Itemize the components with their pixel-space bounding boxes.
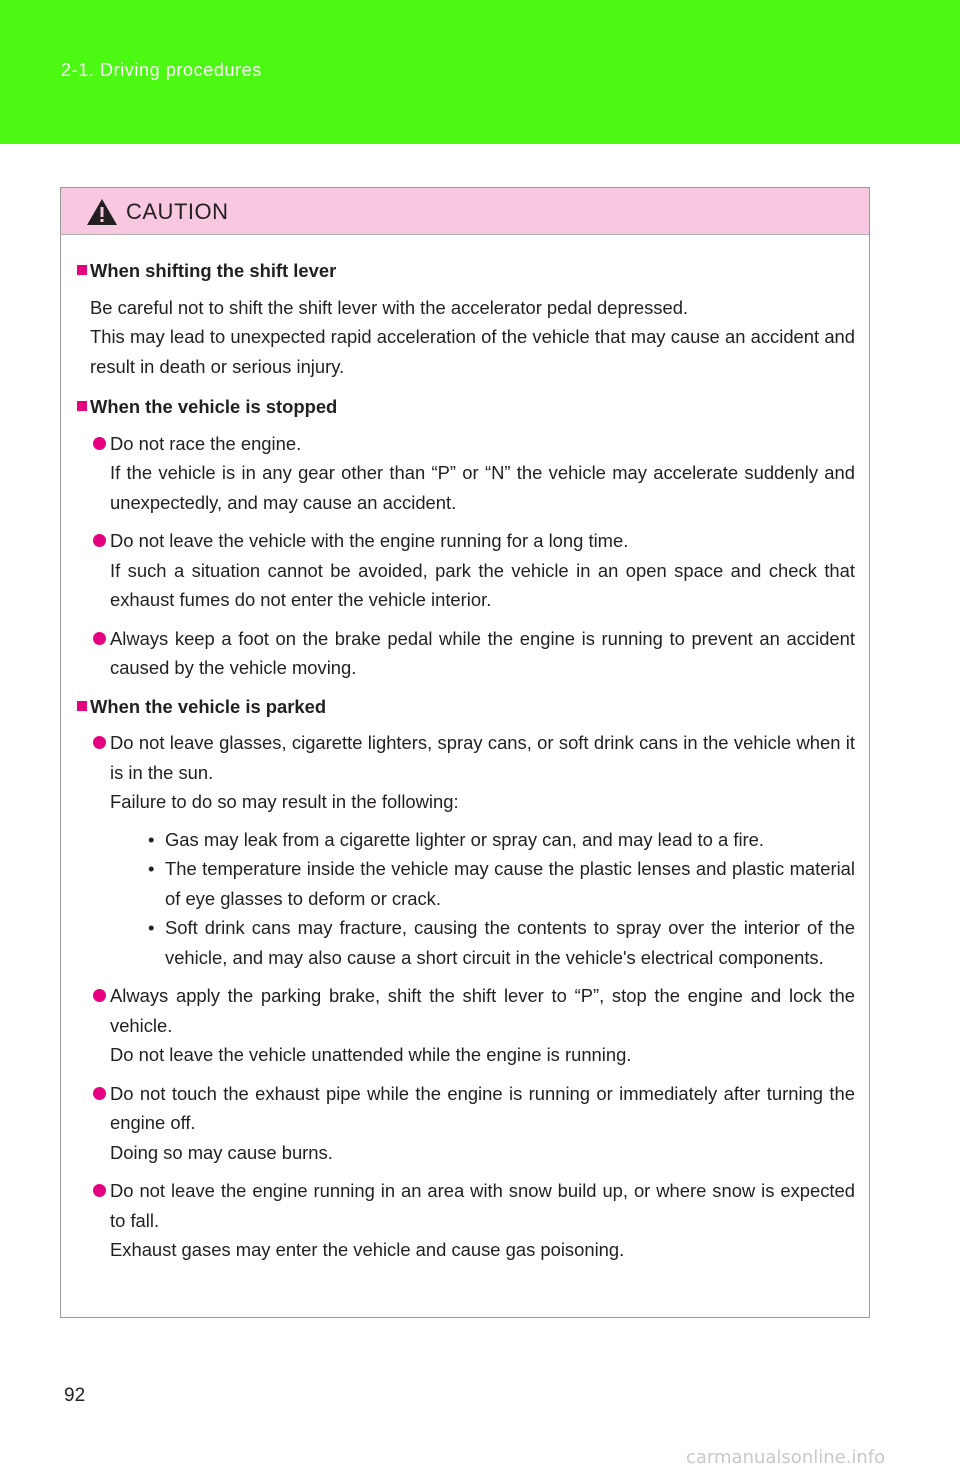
round-bullet-icon [93,534,106,547]
round-bullet-icon [93,632,106,645]
square-bullet-icon [77,265,87,275]
sub-list-item: • Gas may leak from a cigarette lighter or spray can, and may lead to a fire. [110,825,855,855]
round-bullet-icon [93,437,106,450]
list-item: Do not leave the engine running in an area with snow build up, or where snow is expected to fall. Exhaust gases may enter the vehicle and cause gas poisoning. [77,1176,855,1265]
caution-heading: When the vehicle is parked [77,692,855,722]
list-item: Do not touch the exhaust pipe while the engine is running or immediately after turning the engine off. Doing so may cause burns. [77,1079,855,1168]
page-number: 92 [64,1385,86,1406]
dot-bullet-icon: • [148,828,155,850]
sub-list-item: • The temperature inside the vehicle may cause the plastic lenses and plastic material of eye glasses to deform or crack. [110,854,855,913]
section-header-bar [0,0,960,144]
caution-heading: When the vehicle is stopped [77,392,855,422]
section-title: 2-1. Driving procedures [61,60,262,80]
caution-title: CAUTION [126,199,229,224]
caution-box [60,187,870,1318]
square-bullet-icon [77,401,87,411]
list-item: Do not leave the vehicle with the engine running for a long time. If such a situation cannot be avoided, park the vehicle in an open space and check that exhaust fumes do not enter the vehicle interior. [77,526,855,615]
round-bullet-icon [93,1087,106,1100]
list-item: Always apply the parking brake, shift the shift lever to “P”, stop the engine and lock the vehicle. Do not leave the vehicle unattended while the engine is running. [77,981,855,1070]
list-item: Do not leave glasses, cigarette lighters, spray cans, or soft drink cans in the vehicle when it is in the sun. Failure to do so may result in the following: • Gas may leak from a cigarette lighter or spray can, and may lead to a fire. • The temperature inside the vehicle may cause the plastic lenses and plastic material of eye glasses to deform or crack. • Soft drink cans may fracture, causing the contents to spray over the interior of the vehicle, and may also cause a short circuit in the vehicle's electrical components. [77,728,855,972]
sub-list-item: • Soft drink cans may fracture, causing the contents to spray over the interior of the vehicle, and may also cause a short circuit in the vehicle's electrical components. [110,913,855,972]
round-bullet-icon [93,1184,106,1197]
caution-paragraph: Be careful not to shift the shift lever with the accelerator pedal depressed. This may lead to unexpected rapid acceleration of the vehicle that may cause an accident and result in death or serious injury. [90,296,855,377]
list-item: Always keep a foot on the brake pedal while the engine is running to prevent an accident caused by the vehicle moving. [77,624,855,683]
warning-triangle-icon [85,197,119,227]
sub-list [110,825,855,973]
watermark: carmanualsonline.info [686,1447,886,1468]
caution-heading: When shifting the shift lever [77,256,855,286]
list-item: Do not race the engine. If the vehicle is in any gear other than “P” or “N” the vehicle may accelerate suddenly and unexpectedly, and may cause an accident. [77,429,855,518]
dot-bullet-icon: • [148,917,155,938]
round-bullet-icon [93,736,106,749]
caution-body [61,235,869,1265]
square-bullet-icon [77,701,87,711]
caution-header [61,188,869,235]
round-bullet-icon [93,989,106,1002]
dot-bullet-icon: • [148,858,155,879]
